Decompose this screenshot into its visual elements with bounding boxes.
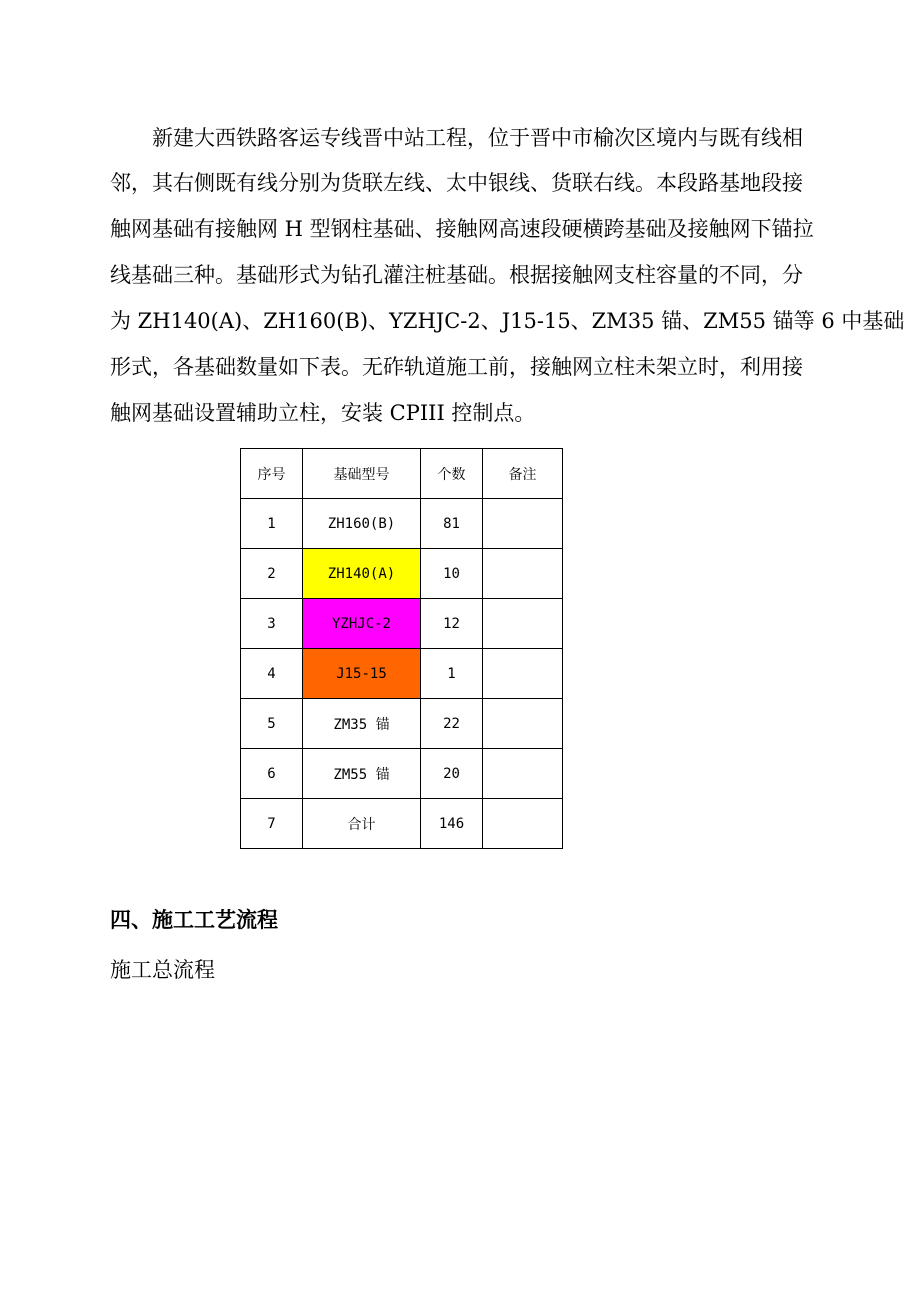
header-no: 序号 <box>241 449 303 499</box>
foundation-table <box>240 448 563 849</box>
cell-no: 7 <box>241 799 303 849</box>
cell-no: 2 <box>241 549 303 599</box>
cell-count: 81 <box>421 499 483 549</box>
paragraph-line: 线基础三种。基础形式为钻孔灌注桩基础。根据接触网支柱容量的不同，分 <box>110 263 803 287</box>
cell-note <box>483 549 563 599</box>
cell-note <box>483 649 563 699</box>
paragraph-line: 触网基础有接触网 H 型钢柱基础、接触网高速段硬横跨基础及接触网下锚拉 <box>110 217 814 241</box>
cell-no: 3 <box>241 599 303 649</box>
cell-count: 146 <box>421 799 483 849</box>
paragraph-line: 为 ZH140(A)、ZH160(B)、YZHJC-2、J15-15、ZM35 锚、ZM55 锚等 6 中基础 <box>110 309 905 333</box>
cell-type: J15-15 <box>303 649 421 699</box>
table-row <box>241 649 563 699</box>
cell-count: 1 <box>421 649 483 699</box>
section-subheading: 施工总流程 <box>110 958 215 982</box>
cell-type: ZM35 锚 <box>303 699 421 749</box>
table-row <box>241 799 563 849</box>
table-row <box>241 499 563 549</box>
cell-no: 4 <box>241 649 303 699</box>
cell-count: 20 <box>421 749 483 799</box>
cell-type: 合计 <box>303 799 421 849</box>
table-row <box>241 599 563 649</box>
paragraph-line: 形式，各基础数量如下表。无砟轨道施工前，接触网立柱未架立时，利用接 <box>110 355 803 379</box>
cell-no: 6 <box>241 749 303 799</box>
cell-note <box>483 699 563 749</box>
cell-note <box>483 599 563 649</box>
cell-type: ZM55 锚 <box>303 749 421 799</box>
header-count: 个数 <box>421 449 483 499</box>
paragraph-line: 新建大西铁路客运专线晋中站工程，位于晋中市榆次区境内与既有线相 <box>152 126 803 150</box>
table-row <box>241 749 563 799</box>
cell-no: 1 <box>241 499 303 549</box>
cell-count: 12 <box>421 599 483 649</box>
table-row <box>241 699 563 749</box>
cell-type: YZHJC-2 <box>303 599 421 649</box>
cell-count: 10 <box>421 549 483 599</box>
table-row <box>241 549 563 599</box>
cell-note <box>483 499 563 549</box>
cell-count: 22 <box>421 699 483 749</box>
cell-no: 5 <box>241 699 303 749</box>
cell-note <box>483 749 563 799</box>
paragraph-line: 触网基础设置辅助立柱，安装 CPIII 控制点。 <box>110 401 536 425</box>
cell-note <box>483 799 563 849</box>
header-type: 基础型号 <box>303 449 421 499</box>
cell-type: ZH140(A) <box>303 549 421 599</box>
paragraph-line: 邻，其右侧既有线分别为货联左线、太中银线、货联右线。本段路基地段接 <box>110 171 803 195</box>
section-heading: 四、施工工艺流程 <box>110 907 278 932</box>
header-note: 备注 <box>483 449 563 499</box>
table-header-row <box>241 449 563 499</box>
cell-type: ZH160(B) <box>303 499 421 549</box>
